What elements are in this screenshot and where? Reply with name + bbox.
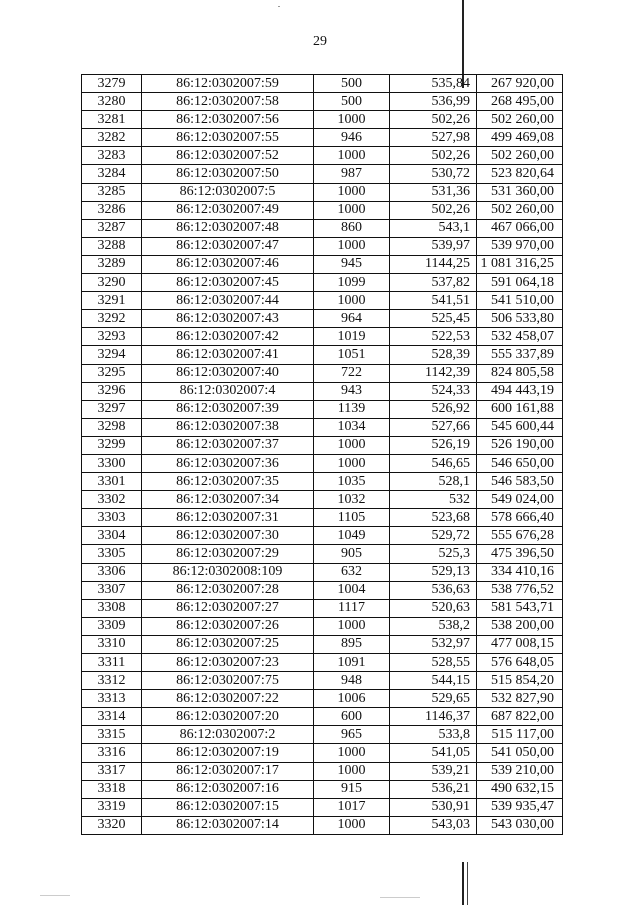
cadastral-number-cell: 86:12:0302007:50	[142, 165, 314, 183]
table-row	[82, 744, 563, 762]
total-value-cell: 494 443,19	[477, 382, 563, 400]
area-cell: 1000	[314, 147, 390, 165]
total-value-cell: 576 648,05	[477, 654, 563, 672]
cadastral-number-cell: 86:12:0302007:42	[142, 328, 314, 346]
table-row	[82, 654, 563, 672]
area-cell: 965	[314, 726, 390, 744]
price-per-unit-cell: 502,26	[390, 201, 477, 219]
cadastral-number-cell: 86:12:0302007:2	[142, 726, 314, 744]
total-value-cell: 539 970,00	[477, 237, 563, 255]
price-per-unit-cell: 1144,25	[390, 255, 477, 273]
row-number-cell: 3294	[82, 346, 142, 364]
row-number-cell: 3314	[82, 708, 142, 726]
table-row	[82, 545, 563, 563]
cadastral-number-cell: 86:12:0302007:59	[142, 75, 314, 93]
row-number-cell: 3291	[82, 292, 142, 310]
table-row	[82, 183, 563, 201]
cadastral-number-cell: 86:12:0302008:109	[142, 563, 314, 581]
total-value-cell: 539 935,47	[477, 798, 563, 816]
price-per-unit-cell: 539,97	[390, 237, 477, 255]
cadastral-number-cell: 86:12:0302007:5	[142, 183, 314, 201]
price-per-unit-cell: 541,05	[390, 744, 477, 762]
cadastral-number-cell: 86:12:0302007:27	[142, 599, 314, 617]
area-cell: 1032	[314, 491, 390, 509]
area-cell: 1000	[314, 816, 390, 834]
area-cell: 948	[314, 672, 390, 690]
total-value-cell: 538 776,52	[477, 581, 563, 599]
total-value-cell: 581 543,71	[477, 599, 563, 617]
table-row	[82, 274, 563, 292]
price-per-unit-cell: 532,97	[390, 635, 477, 653]
cadastral-number-cell: 86:12:0302007:48	[142, 219, 314, 237]
table-row	[82, 617, 563, 635]
price-per-unit-cell: 502,26	[390, 147, 477, 165]
price-per-unit-cell: 544,15	[390, 672, 477, 690]
price-per-unit-cell: 533,8	[390, 726, 477, 744]
total-value-cell: 541 510,00	[477, 292, 563, 310]
total-value-cell: 502 260,00	[477, 201, 563, 219]
table-row	[82, 382, 563, 400]
table-row	[82, 165, 563, 183]
row-number-cell: 3312	[82, 672, 142, 690]
price-per-unit-cell: 531,36	[390, 183, 477, 201]
row-number-cell: 3305	[82, 545, 142, 563]
area-cell: 905	[314, 545, 390, 563]
cadastral-number-cell: 86:12:0302007:56	[142, 111, 314, 129]
price-per-unit-cell: 527,98	[390, 129, 477, 147]
total-value-cell: 538 200,00	[477, 617, 563, 635]
cadastral-number-cell: 86:12:0302007:16	[142, 780, 314, 798]
area-cell: 1000	[314, 111, 390, 129]
row-number-cell: 3299	[82, 436, 142, 454]
table-row	[82, 527, 563, 545]
cadastral-number-cell: 86:12:0302007:41	[142, 346, 314, 364]
total-value-cell: 545 600,44	[477, 418, 563, 436]
area-cell: 1000	[314, 436, 390, 454]
total-value-cell: 467 066,00	[477, 219, 563, 237]
total-value-cell: 539 210,00	[477, 762, 563, 780]
row-number-cell: 3310	[82, 635, 142, 653]
area-cell: 632	[314, 563, 390, 581]
cadastral-number-cell: 86:12:0302007:55	[142, 129, 314, 147]
price-per-unit-cell: 538,2	[390, 617, 477, 635]
table-row	[82, 364, 563, 382]
total-value-cell: 499 469,08	[477, 129, 563, 147]
area-cell: 1000	[314, 237, 390, 255]
row-number-cell: 3317	[82, 762, 142, 780]
table-row	[82, 798, 563, 816]
total-value-cell: 477 008,15	[477, 635, 563, 653]
total-value-cell: 475 396,50	[477, 545, 563, 563]
price-per-unit-cell: 1146,37	[390, 708, 477, 726]
table-row	[82, 111, 563, 129]
table-row	[82, 473, 563, 491]
area-cell: 895	[314, 635, 390, 653]
total-value-cell: 532 458,07	[477, 328, 563, 346]
row-number-cell: 3288	[82, 237, 142, 255]
price-per-unit-cell: 527,66	[390, 418, 477, 436]
cadastral-number-cell: 86:12:0302007:4	[142, 382, 314, 400]
cadastral-number-cell: 86:12:0302007:19	[142, 744, 314, 762]
price-per-unit-cell: 541,51	[390, 292, 477, 310]
cadastral-number-cell: 86:12:0302007:40	[142, 364, 314, 382]
area-cell: 500	[314, 75, 390, 93]
table-row	[82, 93, 563, 111]
price-per-unit-cell: 526,92	[390, 400, 477, 418]
cadastral-number-cell: 86:12:0302007:23	[142, 654, 314, 672]
row-number-cell: 3319	[82, 798, 142, 816]
table-row	[82, 672, 563, 690]
cadastral-number-cell: 86:12:0302007:25	[142, 635, 314, 653]
area-cell: 600	[314, 708, 390, 726]
row-number-cell: 3307	[82, 581, 142, 599]
row-number-cell: 3308	[82, 599, 142, 617]
cadastral-number-cell: 86:12:0302007:30	[142, 527, 314, 545]
cadastral-number-cell: 86:12:0302007:35	[142, 473, 314, 491]
total-value-cell: 334 410,16	[477, 563, 563, 581]
area-cell: 1139	[314, 400, 390, 418]
cadastral-number-cell: 86:12:0302007:45	[142, 274, 314, 292]
row-number-cell: 3296	[82, 382, 142, 400]
total-value-cell: 546 583,50	[477, 473, 563, 491]
table-row	[82, 255, 563, 273]
table-row	[82, 346, 563, 364]
table-row	[82, 147, 563, 165]
cadastral-number-cell: 86:12:0302007:37	[142, 436, 314, 454]
cadastral-number-cell: 86:12:0302007:36	[142, 454, 314, 472]
row-number-cell: 3306	[82, 563, 142, 581]
total-value-cell: 687 822,00	[477, 708, 563, 726]
area-cell: 1105	[314, 509, 390, 527]
price-per-unit-cell: 523,68	[390, 509, 477, 527]
total-value-cell: 526 190,00	[477, 436, 563, 454]
row-number-cell: 3279	[82, 75, 142, 93]
total-value-cell: 532 827,90	[477, 690, 563, 708]
price-per-unit-cell: 536,21	[390, 780, 477, 798]
row-number-cell: 3297	[82, 400, 142, 418]
price-per-unit-cell: 537,82	[390, 274, 477, 292]
total-value-cell: 578 666,40	[477, 509, 563, 527]
table-row	[82, 780, 563, 798]
area-cell: 964	[314, 310, 390, 328]
margin-line-bottom	[462, 862, 464, 905]
table-row	[82, 690, 563, 708]
scan-speck	[278, 6, 280, 7]
total-value-cell: 502 260,00	[477, 147, 563, 165]
table-row	[82, 599, 563, 617]
area-cell: 946	[314, 129, 390, 147]
table-row	[82, 328, 563, 346]
price-per-unit-cell: 520,63	[390, 599, 477, 617]
row-number-cell: 3300	[82, 454, 142, 472]
area-cell: 945	[314, 255, 390, 273]
area-cell: 1051	[314, 346, 390, 364]
row-number-cell: 3313	[82, 690, 142, 708]
table-row	[82, 400, 563, 418]
cadastral-number-cell: 86:12:0302007:26	[142, 617, 314, 635]
table-row	[82, 726, 563, 744]
table-row	[82, 762, 563, 780]
total-value-cell: 531 360,00	[477, 183, 563, 201]
total-value-cell: 543 030,00	[477, 816, 563, 834]
area-cell: 860	[314, 219, 390, 237]
price-per-unit-cell: 532	[390, 491, 477, 509]
price-per-unit-cell: 525,3	[390, 545, 477, 563]
area-cell: 1000	[314, 762, 390, 780]
table-row	[82, 310, 563, 328]
row-number-cell: 3309	[82, 617, 142, 635]
price-per-unit-cell: 526,19	[390, 436, 477, 454]
price-per-unit-cell: 543,03	[390, 816, 477, 834]
cadastral-number-cell: 86:12:0302007:17	[142, 762, 314, 780]
total-value-cell: 523 820,64	[477, 165, 563, 183]
table-row	[82, 292, 563, 310]
cadastral-number-cell: 86:12:0302007:75	[142, 672, 314, 690]
area-cell: 500	[314, 93, 390, 111]
area-cell: 1049	[314, 527, 390, 545]
price-per-unit-cell: 530,72	[390, 165, 477, 183]
table-row	[82, 454, 563, 472]
area-cell: 1017	[314, 798, 390, 816]
table-row	[82, 635, 563, 653]
row-number-cell: 3311	[82, 654, 142, 672]
table-row	[82, 75, 563, 93]
area-cell: 1034	[314, 418, 390, 436]
price-per-unit-cell: 528,1	[390, 473, 477, 491]
area-cell: 943	[314, 382, 390, 400]
row-number-cell: 3285	[82, 183, 142, 201]
land-plot-table	[81, 74, 563, 835]
area-cell: 1004	[314, 581, 390, 599]
price-per-unit-cell: 539,21	[390, 762, 477, 780]
price-per-unit-cell: 530,91	[390, 798, 477, 816]
row-number-cell: 3284	[82, 165, 142, 183]
total-value-cell: 515 117,00	[477, 726, 563, 744]
table-row	[82, 581, 563, 599]
cadastral-number-cell: 86:12:0302007:14	[142, 816, 314, 834]
total-value-cell: 555 676,28	[477, 527, 563, 545]
cadastral-number-cell: 86:12:0302007:46	[142, 255, 314, 273]
table-body	[82, 75, 563, 835]
row-number-cell: 3295	[82, 364, 142, 382]
table-row	[82, 219, 563, 237]
row-number-cell: 3280	[82, 93, 142, 111]
area-cell: 1019	[314, 328, 390, 346]
row-number-cell: 3315	[82, 726, 142, 744]
total-value-cell: 555 337,89	[477, 346, 563, 364]
cadastral-number-cell: 86:12:0302007:43	[142, 310, 314, 328]
row-number-cell: 3316	[82, 744, 142, 762]
total-value-cell: 546 650,00	[477, 454, 563, 472]
cadastral-number-cell: 86:12:0302007:44	[142, 292, 314, 310]
price-per-unit-cell: 536,99	[390, 93, 477, 111]
total-value-cell: 506 533,80	[477, 310, 563, 328]
table-row	[82, 708, 563, 726]
area-cell: 1091	[314, 654, 390, 672]
row-number-cell: 3304	[82, 527, 142, 545]
total-value-cell: 591 064,18	[477, 274, 563, 292]
price-per-unit-cell: 522,53	[390, 328, 477, 346]
price-per-unit-cell: 536,63	[390, 581, 477, 599]
area-cell: 1000	[314, 201, 390, 219]
page-number: 29	[313, 34, 327, 49]
price-per-unit-cell: 546,65	[390, 454, 477, 472]
total-value-cell: 1 081 316,25	[477, 255, 563, 273]
table-row	[82, 491, 563, 509]
price-per-unit-cell: 502,26	[390, 111, 477, 129]
cadastral-number-cell: 86:12:0302007:15	[142, 798, 314, 816]
row-number-cell: 3289	[82, 255, 142, 273]
cadastral-number-cell: 86:12:0302007:31	[142, 509, 314, 527]
area-cell: 1117	[314, 599, 390, 617]
area-cell: 1000	[314, 183, 390, 201]
area-cell: 1099	[314, 274, 390, 292]
row-number-cell: 3302	[82, 491, 142, 509]
price-per-unit-cell: 528,39	[390, 346, 477, 364]
table-row	[82, 563, 563, 581]
table-row	[82, 129, 563, 147]
total-value-cell: 541 050,00	[477, 744, 563, 762]
table-row	[82, 509, 563, 527]
price-per-unit-cell: 535,84	[390, 75, 477, 93]
price-per-unit-cell: 528,55	[390, 654, 477, 672]
table-row	[82, 418, 563, 436]
cadastral-number-cell: 86:12:0302007:22	[142, 690, 314, 708]
cadastral-number-cell: 86:12:0302007:29	[142, 545, 314, 563]
row-number-cell: 3286	[82, 201, 142, 219]
area-cell: 1000	[314, 454, 390, 472]
cadastral-number-cell: 86:12:0302007:39	[142, 400, 314, 418]
area-cell: 987	[314, 165, 390, 183]
cadastral-number-cell: 86:12:0302007:38	[142, 418, 314, 436]
area-cell: 1000	[314, 292, 390, 310]
price-per-unit-cell: 529,65	[390, 690, 477, 708]
row-number-cell: 3320	[82, 816, 142, 834]
table-row	[82, 816, 563, 834]
row-number-cell: 3292	[82, 310, 142, 328]
total-value-cell: 267 920,00	[477, 75, 563, 93]
row-number-cell: 3287	[82, 219, 142, 237]
row-number-cell: 3318	[82, 780, 142, 798]
row-number-cell: 3290	[82, 274, 142, 292]
price-per-unit-cell: 524,33	[390, 382, 477, 400]
cadastral-number-cell: 86:12:0302007:34	[142, 491, 314, 509]
table-row	[82, 237, 563, 255]
price-per-unit-cell: 1142,39	[390, 364, 477, 382]
row-number-cell: 3283	[82, 147, 142, 165]
row-number-cell: 3301	[82, 473, 142, 491]
cadastral-number-cell: 86:12:0302007:28	[142, 581, 314, 599]
total-value-cell: 824 805,58	[477, 364, 563, 382]
row-number-cell: 3282	[82, 129, 142, 147]
row-number-cell: 3298	[82, 418, 142, 436]
total-value-cell: 600 161,88	[477, 400, 563, 418]
cadastral-number-cell: 86:12:0302007:47	[142, 237, 314, 255]
area-cell: 915	[314, 780, 390, 798]
cadastral-number-cell: 86:12:0302007:20	[142, 708, 314, 726]
row-number-cell: 3293	[82, 328, 142, 346]
price-per-unit-cell: 525,45	[390, 310, 477, 328]
area-cell: 1006	[314, 690, 390, 708]
margin-line-bottom-thin	[467, 862, 468, 905]
total-value-cell: 515 854,20	[477, 672, 563, 690]
cadastral-number-cell: 86:12:0302007:49	[142, 201, 314, 219]
total-value-cell: 502 260,00	[477, 111, 563, 129]
area-cell: 1000	[314, 744, 390, 762]
row-number-cell: 3281	[82, 111, 142, 129]
total-value-cell: 549 024,00	[477, 491, 563, 509]
scan-speck	[380, 897, 420, 898]
total-value-cell: 490 632,15	[477, 780, 563, 798]
price-per-unit-cell: 543,1	[390, 219, 477, 237]
table-row	[82, 436, 563, 454]
area-cell: 722	[314, 364, 390, 382]
cadastral-number-cell: 86:12:0302007:58	[142, 93, 314, 111]
scan-speck	[40, 895, 70, 896]
cadastral-number-cell: 86:12:0302007:52	[142, 147, 314, 165]
price-per-unit-cell: 529,13	[390, 563, 477, 581]
area-cell: 1000	[314, 617, 390, 635]
area-cell: 1035	[314, 473, 390, 491]
price-per-unit-cell: 529,72	[390, 527, 477, 545]
table-row	[82, 201, 563, 219]
total-value-cell: 268 495,00	[477, 93, 563, 111]
row-number-cell: 3303	[82, 509, 142, 527]
